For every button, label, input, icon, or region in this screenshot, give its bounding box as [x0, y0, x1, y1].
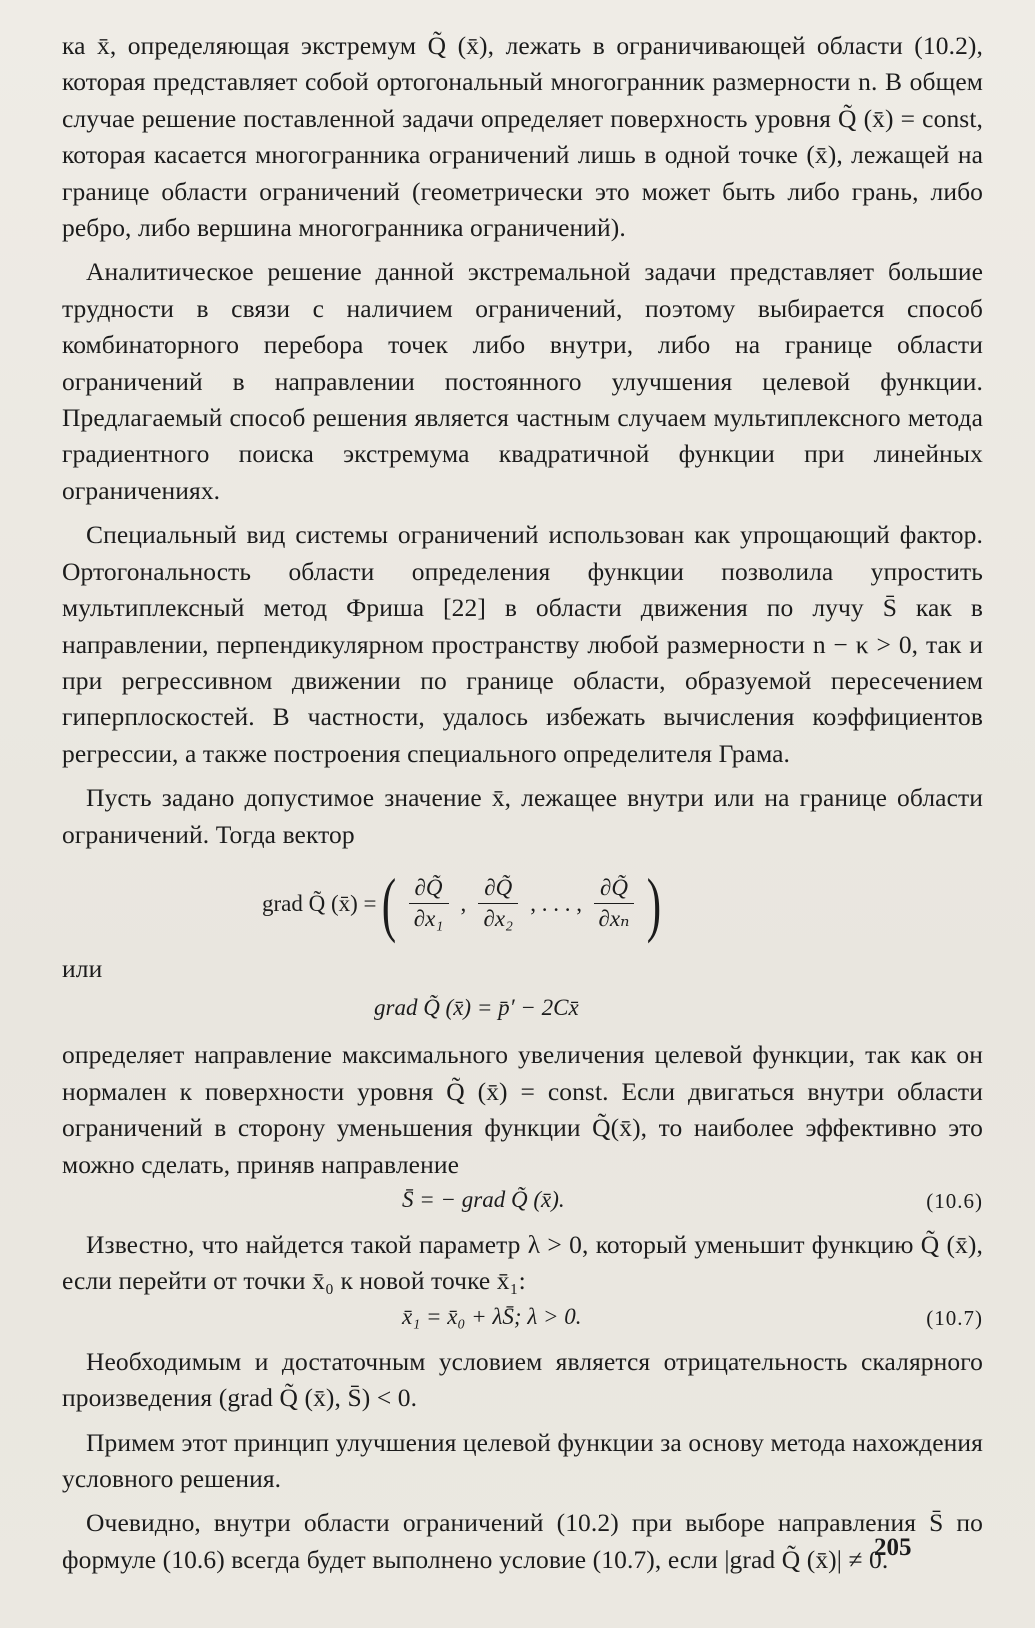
paragraph-4: Пусть задано допустимое значение x̄, лежащее внутри или на границе области ограничений. Тогда вектор: [62, 783, 983, 849]
paragraph-9: Очевидно, внутри области ограничений (10.2) при выборе направления S̄ по формуле (10.6) всегда будет выполнено условие (10.7), если |grad Q̃ (x̄)| ≠ 0.: [62, 1508, 983, 1574]
gradient-lhs: grad Q̃ (x̄) =: [262, 890, 377, 916]
page-number: 205: [874, 1534, 912, 1561]
fraction-2: [478, 875, 518, 932]
fraction-3: [594, 875, 634, 932]
equation-10-6-number: (10.6): [926, 1188, 983, 1213]
fraction-1-denominator: ∂x₁: [413, 906, 444, 932]
comma-separator: ,: [460, 890, 467, 916]
equation-10-7-expression: x̄₁ = x̄₀ + λS̄; λ > 0.: [402, 1303, 582, 1329]
paragraph-8: Примем этот принцип улучшения целевой функции за основу метода нахождения условного решения.: [62, 1427, 983, 1493]
gradient-simplified-formula: grad Q̃ (x̄) = p̄′ − 2Cx̄: [374, 995, 579, 1021]
ellipsis: , . . . ,: [530, 890, 582, 916]
fraction-1-numerator: ∂Q̃: [409, 875, 449, 904]
equation-10-7: [62, 1300, 983, 1336]
page-body: [62, 28, 983, 1578]
paragraph-6: Известно, что найдется такой параметр λ > 0, который уменьшит функцию Q̃ (x̄), если перейти от точки x̄₀ к новой точке x̄₁:: [62, 1229, 983, 1296]
equation-10-7-number: (10.7): [926, 1305, 983, 1330]
equation-10-6: [62, 1183, 983, 1219]
fraction-2-denominator: ∂x₂: [483, 906, 514, 932]
paragraph-7: Необходимым и достаточным условием является отрицательность скалярного произведения (grad Q̃ (x̄), S̄) < 0.: [62, 1346, 983, 1413]
fraction-2-numerator: ∂Q̃: [478, 875, 518, 904]
word-ili: или: [62, 953, 103, 983]
fraction-3-numerator: ∂Q̃: [594, 875, 634, 904]
left-paren: (: [381, 863, 396, 944]
paragraph-1: ка x̄, определяющая экстремум Q̃ (x̄), лежать в ограничивающей области (10.2), которая представляет собой ортогональный многогранник размерности n. В общем случае решение поставленной задачи определяет поверхность уровня Q̃ (x̄) = const, которая касается многогранника ограничений лишь в одной точке (x̄), лежащей на границе области ограничений (геометрически это может быть либо грань, либо ребро, либо вершина многогранника ограничений).: [62, 31, 983, 243]
right-paren: ): [646, 863, 662, 944]
gradient-vector-formula: [262, 861, 983, 947]
paragraph-2: Аналитическое решение данной экстремальной задачи представляет большие трудности в связи с наличием ограничений, поэтому выбирается способ комбинаторного перебора точек либо внутри, либо на границе области ограничений в направлении постоянного улучшения целевой функции. Предлагаемый способ решения является частным случаем мультиплексного метода градиентного поиска экстремума квадратичной функции при линейных ограничениях.: [62, 257, 983, 505]
equation-10-6-expression: S̄ = − grad Q̃ (x̄).: [402, 1186, 565, 1212]
paragraph-3: Специальный вид системы ограничений использован как упрощающий фактор. Ортогональность области определения функции позволила упростить мультиплексный метод Фриша [22] в области движения по лучу S̄ как в направлении, перпендикулярном пространству любой размерности n − κ > 0, так и при регрессивном движении по границе области, образуемой пересечением гиперплоскостей. В частности, удалось избежать вычисления коэффициентов регрессии, а также построения специального определителя Грама.: [62, 520, 983, 768]
fraction-1: [409, 875, 449, 932]
paragraph-5: определяет направление максимального увеличения целевой функции, так как он нормален к поверхности уровня Q̃ (x̄) = const. Если двигаться внутри области ограничений в сторону уменьшения функции Q̃(x̄), то наиболее эффективно это можно сделать, приняв направление: [62, 1040, 983, 1179]
fraction-3-denominator: ∂xₙ: [598, 906, 630, 932]
